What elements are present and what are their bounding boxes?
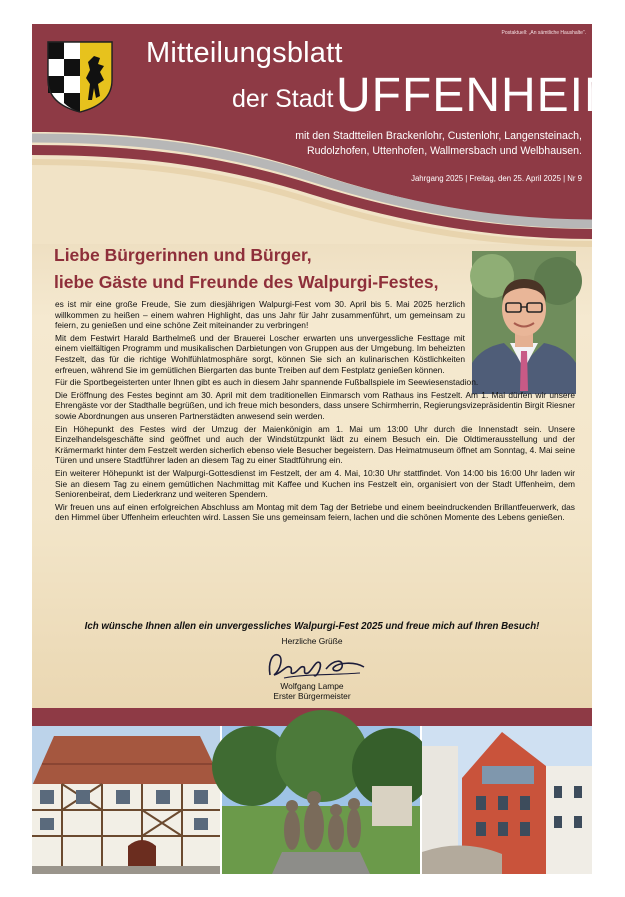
districts-line2: Rudolzhofen, Uttenhofen, Wallmersbach und Welbhausen. [306, 145, 582, 157]
letter-paragraph: Wir freuen uns auf einen erfolgreichen Abschluss am Montag mit dem Tag der Betriebe und einem beeindruckenden Brillantfeuerwerk, das den Himmel über Uffenheim erleuchten wird. Lassen Sie uns gemeinsam feiern, lachen und die schönen Momente des Lebens genießen. [55, 501, 575, 523]
signature-image [264, 645, 374, 683]
coat-of-arms-icon [46, 40, 114, 114]
letter-paragraph: Für die Sportbegeisterten unter Ihnen gibt es auch in diesem Jahr spannende Fußballspiele im Seewiesenstadion. [55, 377, 479, 388]
letter-heading-line2: liebe Gäste und Freunde des Walpurgi-Festes, [54, 272, 439, 292]
signer-title: Erster Bürgermeister [273, 691, 351, 701]
districts-line1: mit den Stadtteilen Brackenlohr, Custenlohr, Langensteinach, [295, 130, 582, 142]
photo-historic-building [32, 726, 220, 874]
greeting: Herzliche Grüße [281, 636, 343, 646]
letter-body [55, 299, 575, 525]
issue-info: Jahrgang 2025 | Freitag, den 25. April 2025 | Nr 9 [411, 174, 582, 183]
letter-heading-line1: Liebe Bürgerinnen und Bürger, [54, 245, 312, 265]
letter-paragraph: Die Eröffnung des Festes beginnt am 30. April mit dem traditionellen Einmarsch vom Rathaus ins Festzelt. Am 1. Mai dürfen wir unsere Ehrengäste vor der Stadthalle begrüßen, und ich freue mich besonders, dass unsere Schirmherrin, Regierungsvizepräsidentin Birgit Riesner sowie Abordnungen aus unseren Partnerstädten anwesend sein werden. [55, 389, 575, 421]
signer-name: Wolfgang Lampe [280, 681, 344, 691]
closing-wish: Ich wünsche Ihnen allen ein unvergessliches Walpurgi-Fest 2025 und freue mich auf Ihren Besuch! [84, 621, 540, 632]
letter-paragraph: Mit dem Festwirt Harald Barthelmeß und der Brauerei Loscher erwarten uns unvergessliche Festtage mit einem vielfältigen Programm und musikalischen Darbietungen von Gruppen aus der Umgebung. Im beheizten Festzelt, das für die richtige Wohlfühlatmosphäre sorgt, können Sie sich an kulinarischen Köstlichkeiten erfreuen, während Sie im gemütlichen Biergarten das bunte Treiben auf dem Festplatz genießen können. [55, 332, 465, 375]
letter-paragraph: Ein weiterer Höhepunkt ist der Walpurgi-Gottesdienst im Festzelt, der am 4. Mai, 10:30 Uhr stattfindet. Von 14:00 bis 16:00 Uhr laden wir Sie an diesem Tag zu einem gemütlichen Nachmittag mit Kaffee und Kuchen ins Festzelt ein, organisiert von der Stadt Uffenheim, dem Seniorenbeirat, dem Liederkranz und weiteren Spendern. [55, 467, 575, 500]
photo-town-hall [422, 726, 592, 874]
masthead-title-line1: Mitteilungsblatt [146, 37, 343, 69]
letter-paragraph: Ein Höhepunkt des Festes wird der Umzug der Maienkönigin am 1. Mai um 13:00 Uhr durch die Innenstadt sein. Unsere Einzelhandelsgeschäfte sind geöffnet und auch der Windstützpunkt lädt zu einem Besuch ein. Die Oldtimerausstellung und der Krämermarkt hinter dem Festzelt werden sicherlich ebenso viele Besucher begeistern. Das Heimatmuseum öffnet am Sonntag, 4. Mai seine Türen und unsere Stadtführer laden an diesem Tag zu einer Stadtführung ein. [55, 423, 575, 466]
letter-paragraph: es ist mir eine große Freude, Sie zum diesjährigen Walpurgi-Fest vom 30. April bis 5. Mai 2025 herzlich willkommen zu heißen – einem wahren Highlight, das uns Jahr für Jahr zusammenführt, um gemeinsam zu feiern, zu genießen und eine schöne Zeit miteinander zu verbringen! [55, 299, 465, 331]
header-wave-divider [32, 132, 592, 244]
newsletter-page [32, 24, 625, 874]
masthead-title-line2: der Stadt [232, 85, 334, 113]
masthead-city-name: UFFENHEIM [336, 69, 625, 122]
photo-fountain-statues [222, 726, 420, 874]
postal-note: Postaktuell: „An sämtliche Haushalte“. [501, 30, 586, 36]
